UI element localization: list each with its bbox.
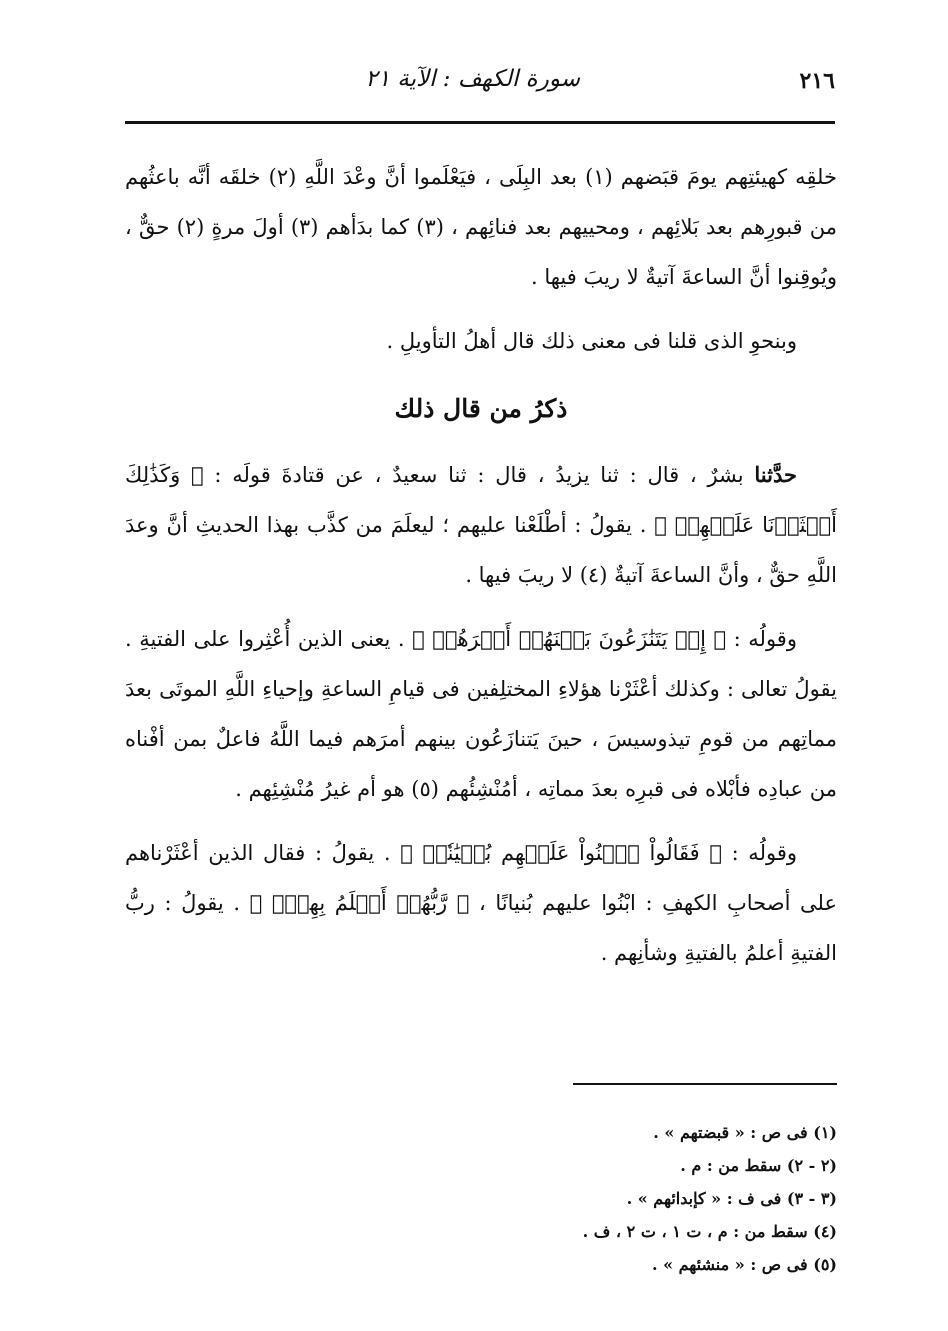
footnote-3: (٣ - ٣) فى ف : « كإبدائهم » . (626, 1189, 837, 1208)
footnote-1: (١) فى ص : « قبضتهم » . (653, 1123, 837, 1142)
paragraph-1: خلقِه كهيئتِهم يومَ قبَضهم (١) بعد البِلَى ، فيَعْلَموا أنَّ وعْدَ اللَّهِ (٢) خلقَه أنَّه باعثُهم من قبورِهم بعد بَلائِهم ، ومحييهم بعد فنائِهم ، (٣) كما بدَأهم (٣) أولَ مرةٍ (٢) حقٌّ ، ويُوقِنوا أنَّ الساعةَ آتيةٌ لا ريبَ فيها . (125, 165, 837, 289)
section-heading: ذكرُ من قال ذلك (394, 394, 568, 423)
paragraph-5: وقولُه : ﴿ فَقَالُواْ ٱبۡنُواْ عَلَيۡهِم بُنۡيَٰنٗاۖ ﴾ . يقولُ : فقال الذين أعْثَرْناهم على أصحابِ الكهفِ : ابْنُوا عليهم بُنيانًا ، ﴿ رَّبُّهُمۡ أَعۡلَمُ بِهِمۡۚ ﴾ . يقولُ : ربُّ الفتيةِ أعلمُ بالفتيةِ وشأنِهم . (125, 841, 837, 965)
footnote-5: (٥) فى ص : « منشئهم » . (651, 1255, 837, 1274)
header-rule (125, 121, 835, 124)
page-header (125, 64, 835, 108)
footnote-rule (573, 1083, 837, 1085)
paragraph-2: وبنحوِ الذى قلنا فى معنى ذلك قال أهلُ التأويلِ . (386, 329, 797, 353)
page-number: ٢١٦ (799, 68, 835, 94)
paragraph-3 (125, 450, 837, 600)
running-title: سورة الكهف : الآية ٢١ (365, 66, 580, 92)
paragraph-3-lead: حدَّثنا (754, 462, 797, 487)
footnote-4: (٤) سقط من : م ، ت ١ ، ت ٢ ، ف . (582, 1222, 837, 1241)
paragraph-4: وقولُه : ﴿ إِذۡ يَتَنَٰزَعُونَ بَيۡنَهُمۡ أَمۡرَهُمۡ ﴾ . يعنى الذين أُعْثِروا على الفتيةِ . يقولُ تعالى : وكذلك أعْثَرْنا هؤلاءِ المختلِفين فى قيامِ الساعةِ وإحياءِ اللَّهِ الموتَى بعدَ مماتِهم من قومِ تيذوسيسَ ، حينَ يَتنازَعُون بينهم أمرَهم فيما اللَّهُ فاعلٌ بمن أفْناه من عبادِه فأبْلاه فى قبرِه بعدَ مماتِه ، أمُنْشِئُهم (٥) هو أم غيرُ مُنْشِئِهم . (125, 627, 837, 801)
footnote-2: (٢ - ٢) سقط من : م . (680, 1156, 837, 1175)
paragraph-3-text: بشرٌ ، قال : ثنا يزيدُ ، قال : ثنا سعيدٌ ، عن قتادةَ قولَه : ﴿ وَكَذَٰلِكَ أَعۡثَرۡنَا عَلَيۡهِمۡ ﴾ . يقولُ : أطْلَعْنا عليهم ؛ ليعلَمَ من كذَّب بهذا الحديثِ أنَّ وعدَ اللَّهِ حقٌّ ، وأنَّ الساعةَ آتيةٌ (٤) لا ريبَ فيها . (125, 463, 837, 587)
main-text (125, 152, 837, 992)
footnotes (300, 1116, 837, 1281)
